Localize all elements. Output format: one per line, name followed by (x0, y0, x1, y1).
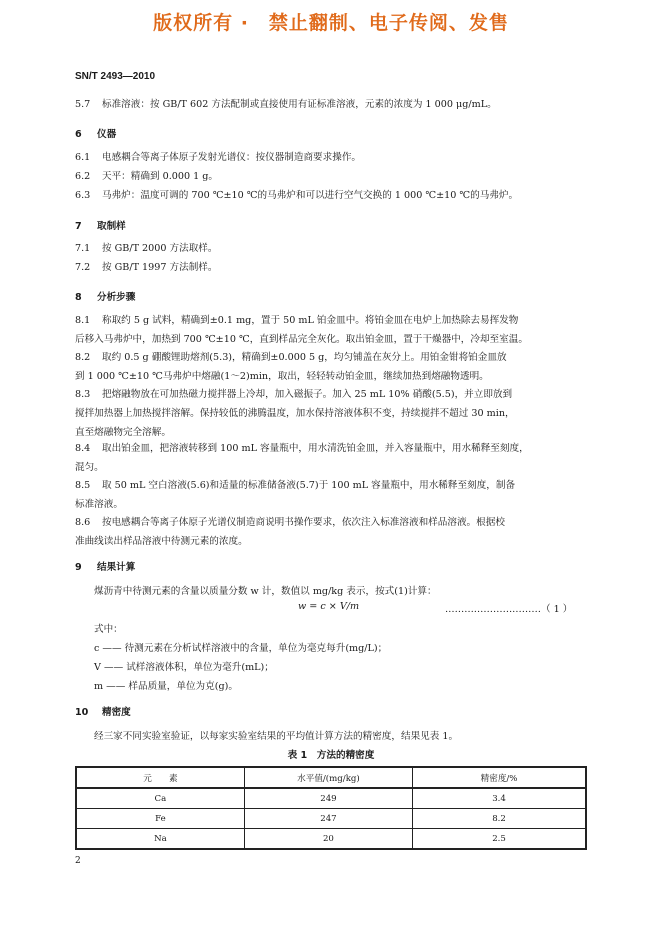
heading-title: 结果计算 (97, 562, 136, 573)
heading-10 (75, 704, 131, 718)
section-text: 标准溶液：按 GB/T 602 方法配制或直接使用有证标准溶液，元素的浓度为 1 000 μg/mL。 (102, 99, 497, 110)
heading-7 (75, 218, 126, 232)
section-text: 按电感耦合等离子体原子光谱仪制造商说明书操作要求，依次注入标准溶液和样品溶液。根据校 (102, 517, 505, 528)
section-text: 把熔融物放在可加热磁力搅拌器上冷却，加入磁振子。加入 25 mL 10% 硝酸(5.5)，并立即放到 (102, 389, 513, 400)
heading-number: 7 (75, 221, 82, 232)
section-text: 天平：精确到 0.000 1 g。 (102, 171, 219, 182)
formula: w = c × V/m (298, 601, 360, 612)
section-8-2 (75, 349, 589, 387)
heading-title: 精密度 (102, 707, 131, 718)
section-number: 8.3 (75, 389, 91, 400)
copyright-banner: 版权所有 · 禁止翻制、电子传阅、发售 (153, 12, 509, 34)
section-8-5 (75, 477, 589, 515)
table-row (76, 788, 586, 809)
calc-intro: 煤沥青中待测元素的含量以质量分数 w 计，数值以 mg/kg 表示，按式(1)计算： (94, 586, 437, 597)
heading-number: 6 (75, 129, 82, 140)
where-label: 式中： (94, 624, 123, 635)
section-text: 按 GB/T 2000 方法取样。 (102, 243, 218, 254)
cell-level: 20 (244, 829, 412, 850)
cell-level: 247 (244, 809, 412, 829)
section-7-1 (75, 240, 589, 259)
heading-number: 10 (75, 707, 89, 718)
variable-c: c —— 待测元素在分析试样溶液中的含量，单位为毫克每升(mg/L)； (94, 643, 388, 654)
precision-table (75, 766, 587, 850)
section-8-6 (75, 514, 589, 552)
section-6-1 (75, 149, 589, 168)
table-row (76, 809, 586, 829)
section-6-2 (75, 168, 589, 187)
section-text: 按 GB/T 1997 方法制样。 (102, 262, 218, 273)
section-text-cont: 搅拌加热器上加热搅拌溶解。保持较低的沸腾温度，加水保持溶液体积不变，持续搅拌不超过 30 min， (75, 407, 515, 419)
cell-precision: 3.4 (413, 788, 586, 809)
section-text-cont: 混匀。 (75, 461, 104, 473)
section-number: 8.6 (75, 517, 91, 528)
heading-number: 9 (75, 562, 82, 573)
section-text-cont: 准曲线读出样品溶液中待测元素的浓度。 (75, 535, 248, 547)
cell-level: 249 (244, 788, 412, 809)
table-row (76, 829, 586, 850)
section-number: 8.4 (75, 443, 91, 454)
page-number: 2 (75, 856, 81, 866)
section-8-4 (75, 440, 589, 478)
section-8-3 (75, 386, 589, 442)
section-7-2 (75, 259, 589, 278)
section-number: 6.2 (75, 171, 91, 182)
section-text: 取约 0.5 g 硼酸锂助熔剂(5.3)，精确到±0.000 5 g，均匀铺盖在灰分上。用铂金钳将铂金皿放 (102, 352, 507, 363)
section-text: 称取约 5 g 试料，精确到±0.1 mg，置于 50 mL 铂金皿中。将铂金皿在电炉上加热除去易挥发物 (102, 315, 519, 326)
variable-V: V —— 试样溶液体积，单位为毫升(mL)； (94, 662, 274, 673)
section-number: 7.2 (75, 262, 91, 273)
cell-element: Fe (76, 809, 244, 829)
heading-title: 仪器 (97, 129, 117, 140)
section-text-cont: 直至熔融物完全溶解。 (75, 426, 171, 438)
heading-9 (75, 559, 135, 573)
section-5-7 (75, 96, 589, 115)
section-text: 电感耦合等离子体原子发射光谱仪：按仪器制造商要求操作。 (102, 152, 362, 163)
table-header-row (76, 767, 586, 788)
header-level: 水平值/(mg/kg) (244, 767, 412, 788)
section-6-3 (75, 187, 589, 206)
equation-reference: …………………………（ 1 ） (445, 604, 573, 615)
cell-precision: 2.5 (413, 829, 586, 850)
heading-number: 8 (75, 292, 82, 303)
header-element: 元 素 (76, 767, 244, 788)
section-text: 取出铂金皿，把溶液转移到 100 mL 容量瓶中，用水清洗铂金皿，并入容量瓶中，用水稀释至刻度， (102, 443, 529, 454)
section-text-cont: 标准溶液。 (75, 498, 123, 510)
heading-6 (75, 126, 116, 140)
section-number: 8.5 (75, 480, 91, 491)
variable-m: m —— 样品质量，单位为克(g)。 (94, 681, 238, 692)
cell-element: Ca (76, 788, 244, 809)
precision-intro: 经三家不同实验室验证，以每家实验室结果的平均值计算方法的精密度，结果见表 1。 (94, 731, 459, 742)
table-caption: 表 1 方法的精密度 (287, 750, 375, 761)
section-number: 5.7 (75, 99, 91, 110)
header-precision: 精密度/% (413, 767, 586, 788)
section-number: 6.1 (75, 152, 91, 163)
standard-id: SN/T 2493—2010 (75, 71, 156, 82)
cell-element: Na (76, 829, 244, 850)
section-text: 马弗炉：温度可调的 700 ℃±10 ℃的马弗炉和可以进行空气交换的 1 000 ℃±10 ℃的马弗炉。 (102, 190, 519, 201)
heading-8 (75, 289, 135, 303)
heading-title: 分析步骤 (97, 292, 136, 303)
section-number: 8.2 (75, 352, 91, 363)
section-text-cont: 到 1 000 ℃±10 ℃马弗炉中熔融(1～2)min，取出，轻轻转动铂金皿，继续加热到熔融物透明。 (75, 370, 489, 382)
section-text-cont: 后移入马弗炉中，加热到 700 ℃±10 ℃，直到样品完全灰化。取出铂金皿，置于干燥器中，冷却至室温。 (75, 333, 528, 345)
section-number: 8.1 (75, 315, 91, 326)
cell-precision: 8.2 (413, 809, 586, 829)
section-number: 7.1 (75, 243, 91, 254)
section-number: 6.3 (75, 190, 91, 201)
heading-title: 取制样 (97, 221, 126, 232)
section-text: 取 50 mL 空白溶液(5.6)和适量的标准储备液(5.7)于 100 mL 容量瓶中，用水稀释至刻度，制备 (102, 480, 516, 491)
section-8-1 (75, 312, 589, 350)
